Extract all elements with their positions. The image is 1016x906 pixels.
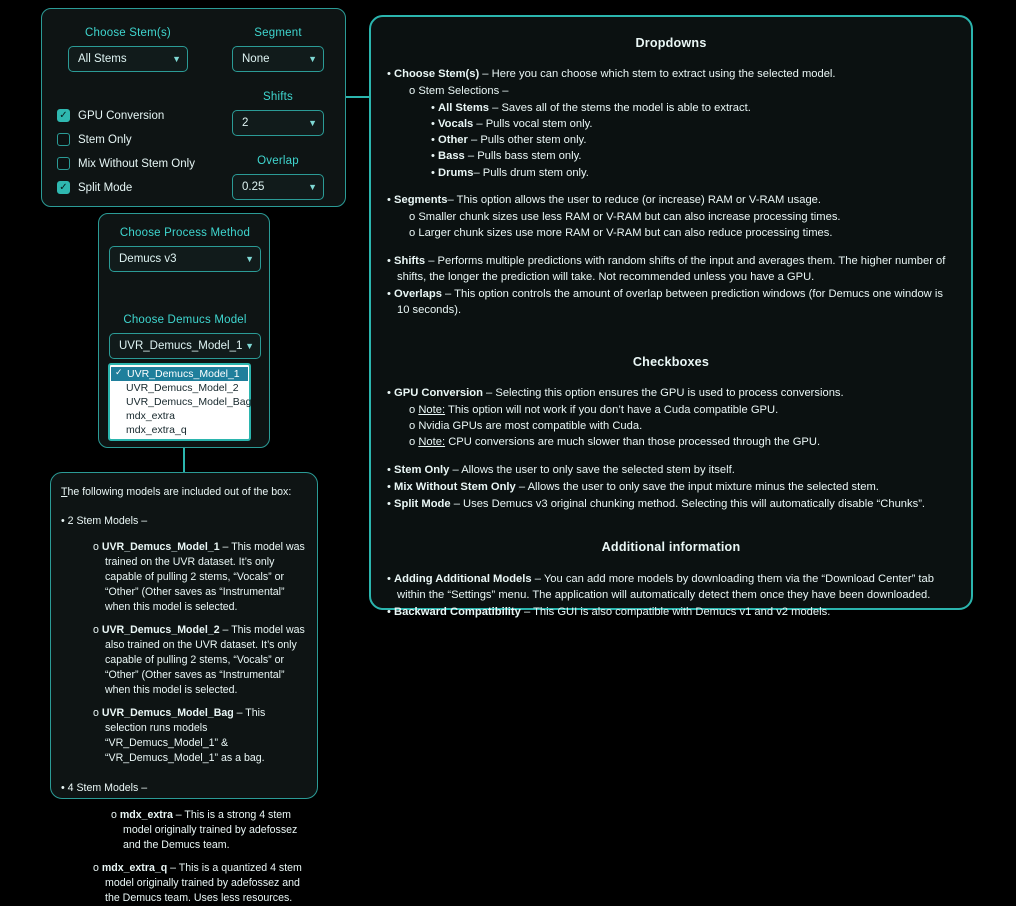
additional-information-heading: Additional information: [601, 540, 741, 555]
process-method-label: Choose Process Method: [119, 227, 251, 239]
demucs-model-dropdown[interactable]: [109, 333, 261, 359]
help-bullet-shifts: • Shifts – Performs multiple predictions with random shifts of the input and averages them. The higher number of shifts, the longer the prediction will take. Not recommended unless you have a GPU.: [387, 254, 946, 283]
process-method-field: [109, 227, 261, 272]
models-panel-title: [61, 485, 307, 500]
help-sub-label: Stem Selections –: [418, 85, 509, 98]
help-bullet-name: Stem Only: [394, 463, 450, 476]
stems-value: All Stems: [78, 53, 127, 65]
help-bullet-name: Segments: [394, 193, 448, 206]
help-bullet-segments: • Segments– This option allows the user to reduce (or increase) RAM or V-RAM usage.: [387, 193, 821, 206]
chevron-down-icon: ▼: [308, 117, 317, 128]
check-icon: ✓: [57, 109, 70, 122]
checkbox-stem-only[interactable]: [57, 133, 227, 146]
help-bullet-text: – This option controls the amount of overlap between prediction windows (for Demucs one window is 10 seconds).: [397, 288, 943, 317]
help-bullet-backward-compatibility: • Backward Compatibility – This GUI is also compatible with Demucs v1 and v2 models.: [387, 606, 831, 619]
help-bullet-name: Mix Without Stem Only: [394, 480, 516, 493]
shifts-label: Shifts: [263, 91, 293, 103]
overlap-field: [232, 155, 324, 200]
help-bullet-overlaps: • Overlaps – This option controls the amount of overlap between prediction windows (for Demucs one window is 10 seconds).: [387, 288, 943, 317]
help-stem-option: • All Stems – Saves all of the stems the model is able to extract.: [431, 101, 751, 114]
model-item: o UVR_Demucs_Model_2 – This model was also trained on the UVR dataset. It’s only capable of pulling 2 stems, “Vocals” or “Other” (Other saves as “Instrumental” when this model is selected.: [93, 624, 305, 697]
help-sub-note: Note:: [418, 404, 446, 417]
help-bullet-stem-only: • Stem Only – Allows the user to only save the selected stem by itself.: [387, 463, 735, 476]
help-sub-text: Nvidia GPUs are most compatible with Cuda.: [418, 420, 643, 433]
help-sub-item: o Larger chunk sizes use more RAM or V-RAM but can also reduce processing times.: [409, 227, 833, 240]
checkbox-label: Split Mode: [78, 181, 133, 194]
model-item-text: – This model was also trained on the UVR dataset. It’s only capable of pulling 2 stems, “Vocals” or “Other” (Other saves as “Instrumental” when this model is selected.: [105, 624, 305, 697]
help-bullet-text: – Selecting this option ensures the GPU is used to process conversions.: [482, 386, 844, 399]
process-method-value: Demucs v3: [119, 253, 177, 265]
stems-label: Choose Stem(s): [85, 27, 171, 39]
help-sub-text: Smaller chunk sizes use less RAM or V-RAM but can also increase processing times.: [418, 211, 841, 224]
help-bullet-text: – Here you can choose which stem to extract using the selected model.: [479, 68, 836, 81]
shifts-value: 2: [242, 117, 249, 129]
checkbox-label: Mix Without Stem Only: [78, 157, 195, 170]
group-2-stem-models: • 2 Stem Models –: [61, 515, 148, 528]
check-icon: [57, 157, 70, 170]
help-bullet-choose-stems: • Choose Stem(s) – Here you can choose which stem to extract using the selected model.: [387, 68, 836, 81]
model-item-name: UVR_Demucs_Model_1: [101, 541, 220, 554]
check-icon: ✓: [57, 181, 70, 194]
checkbox-mix-without-stem-only[interactable]: [57, 157, 227, 170]
model-item-name: mdx_extra: [119, 808, 173, 821]
model-option[interactable]: mdx_extra: [126, 410, 176, 422]
help-bullet-name: Split Mode: [394, 498, 451, 511]
model-item-text: – This is a strong 4 stem model originally trained by adefossez and the Demucs team.: [123, 808, 298, 851]
model-item-name: UVR_Demucs_Model_2: [101, 624, 220, 637]
process-method-dropdown[interactable]: [109, 246, 261, 272]
model-option[interactable]: UVR_Demucs_Model_2: [126, 382, 239, 394]
help-sub-item: o Nvidia GPUs are most compatible with Cuda.: [409, 420, 643, 433]
help-stem-option: • Vocals – Pulls vocal stem only.: [431, 117, 593, 130]
model-item: o UVR_Demucs_Model_1 – This model was trained on the UVR dataset. It’s only capable of pulling 2 stems, “Vocals” or “Other” (Other saves as “Instrumental” when this model is selected.: [93, 541, 305, 614]
check-icon: [57, 133, 70, 146]
help-bullet-text: – Allows the user to only save the selected stem by itself.: [449, 463, 735, 476]
help-bullet-name: Choose Stem(s): [394, 68, 480, 81]
model-option[interactable]: UVR_Demucs_Model_Bag: [126, 396, 252, 408]
chevron-down-icon: ▼: [172, 53, 181, 64]
model-item: o UVR_Demucs_Model_Bag – This selection runs models “VR_Demucs_Model_1” & “VR_Demucs_Model_1” as a bag.: [93, 707, 266, 765]
model-item: o mdx_extra – This is a strong 4 stem model originally trained by adefossez and the Demucs team.: [111, 808, 298, 851]
stems-dropdown[interactable]: [68, 46, 188, 72]
checkbox-label: GPU Conversion: [78, 109, 165, 122]
models-panel-title-first: T: [61, 486, 68, 498]
help-sub-stem-selections: o Stem Selections –: [409, 85, 509, 98]
model-item-name: UVR_Demucs_Model_Bag: [101, 707, 234, 720]
model-item: o mdx_extra_q – This is a quantized 4 stem model originally trained by adefossez and the Demucs team. Uses less resources.: [93, 861, 302, 904]
help-bullet-name: Adding Additional Models: [394, 572, 532, 585]
shifts-dropdown[interactable]: [232, 110, 324, 136]
demucs-model-value: UVR_Demucs_Model_1: [119, 340, 243, 352]
help-stem-option-text: – Saves all of the stems the model is able to extract.: [489, 101, 751, 114]
help-sub-item: o Note: CPU conversions are much slower than those processed through the GPU.: [409, 436, 821, 449]
help-bullet-text: – Allows the user to only save the input mixture minus the selected stem.: [515, 480, 879, 493]
help-bullet-name: Overlaps: [394, 288, 442, 301]
overlap-label: Overlap: [257, 155, 299, 167]
checkbox-label: Stem Only: [78, 133, 132, 146]
help-stem-option-text: – Pulls other stem only.: [467, 134, 587, 147]
help-bullet-name: Shifts: [394, 254, 426, 267]
demucs-model-field: [109, 314, 261, 359]
segment-value: None: [242, 53, 270, 65]
help-stem-option-text: – Pulls vocal stem only.: [473, 117, 593, 130]
chevron-down-icon: ▼: [308, 181, 317, 192]
help-panel: [369, 15, 973, 619]
options-panel: [41, 8, 346, 207]
help-stem-option-name: All Stems: [438, 101, 490, 114]
help-bullet-text: – This option allows the user to reduce (or increase) RAM or V-RAM usage.: [447, 193, 821, 206]
help-bullet-split-mode: • Split Mode – Uses Demucs v3 original chunking method. Selecting this will automatically disable “Chunks”.: [387, 498, 926, 511]
help-stem-option-name: Bass: [438, 150, 465, 163]
help-stem-option-name: Drums: [438, 166, 474, 179]
help-bullet-name: Backward Compatibility: [394, 606, 521, 619]
chevron-down-icon: ▼: [245, 340, 254, 351]
segment-field: [232, 27, 324, 72]
help-bullet-gpu-conversion: • GPU Conversion – Selecting this option ensures the GPU is used to process conversions.: [387, 386, 844, 399]
chevron-down-icon: ▼: [245, 253, 254, 264]
model-option[interactable]: mdx_extra_q: [126, 424, 187, 436]
dropdowns-heading: Dropdowns: [635, 36, 707, 50]
help-stem-option: • Other – Pulls other stem only.: [431, 134, 587, 147]
help-sub-item: o Smaller chunk sizes use less RAM or V-RAM but can also increase processing times.: [409, 211, 841, 224]
chevron-down-icon: ▼: [308, 53, 317, 64]
help-bullet-text: – You can add more models by downloading them via the “Download Center” tab within the “Settings” menu. The application will automatically detect them once they have been downloaded.: [397, 572, 934, 601]
stems-field: [68, 27, 188, 72]
help-bullet-name: GPU Conversion: [394, 386, 483, 399]
demucs-model-label: Choose Demucs Model: [123, 314, 247, 326]
overlap-dropdown[interactable]: [232, 174, 324, 200]
help-stem-option-name: Other: [438, 134, 468, 147]
help-bullet-text: – This GUI is also compatible with Demucs v1 and v2 models.: [520, 606, 831, 619]
help-stem-option: • Bass – Pulls bass stem only.: [431, 150, 582, 163]
model-item-text: – This selection runs models “VR_Demucs_Model_1” & “VR_Demucs_Model_1” as a bag.: [105, 707, 266, 765]
help-sub-item: o Note: This option will not work if you don’t have a Cuda compatible GPU.: [409, 404, 779, 417]
help-stem-option-name: Vocals: [438, 117, 474, 130]
shifts-field: [232, 91, 324, 136]
included-models-panel: [50, 472, 318, 904]
segment-label: Segment: [254, 27, 302, 39]
model-item-text: – This is a quantized 4 stem model originally trained by adefossez and the Demucs team. Uses less resources.: [105, 861, 302, 904]
checkbox-split-mode[interactable]: [57, 181, 227, 194]
help-bullet-text: – Performs multiple predictions with random shifts of the input and averages them. The higher number of shifts, the longer the prediction will take. Not recommended unless you have a GPU.: [397, 254, 946, 283]
help-sub-text: This option will not work if you don’t have a Cuda compatible GPU.: [445, 404, 779, 417]
checkboxes-heading: Checkboxes: [632, 354, 710, 369]
help-sub-text: CPU conversions are much slower than those processed through the GPU.: [445, 436, 821, 449]
checkbox-gpu-conversion[interactable]: [57, 109, 227, 122]
help-stem-option-text: – Pulls drum stem only.: [473, 166, 589, 179]
checkbox-group: [57, 109, 227, 194]
help-sub-note: Note:: [418, 436, 446, 449]
model-item-name: mdx_extra_q: [101, 861, 168, 874]
help-stem-option: • Drums– Pulls drum stem only.: [431, 166, 589, 179]
help-bullet-adding-models: • Adding Additional Models – You can add more models by downloading them via the “Download Center” tab within the “Settings” menu. The application will automatically detect them once they have been downloaded.: [387, 572, 934, 601]
help-bullet-mix-without-stem-only: • Mix Without Stem Only – Allows the user to only save the input mixture minus the selected stem.: [387, 480, 879, 493]
help-sub-text: Larger chunk sizes use more RAM or V-RAM but can also reduce processing times.: [418, 227, 833, 240]
models-panel-title-rest: he following models are included out of the box:: [67, 486, 292, 498]
help-bullet-text: – Uses Demucs v3 original chunking method. Selecting this will automatically disable “Chunks”.: [450, 498, 926, 511]
model-item-text: – This model was trained on the UVR dataset. It’s only capable of pulling 2 stems, “Vocals” or “Other” (Other saves as “Instrumental” when this model is selected.: [105, 541, 305, 614]
model-option[interactable]: ✓ UVR_Demucs_Model_1: [111, 367, 248, 381]
overlap-value: 0.25: [242, 181, 265, 193]
demucs-model-option-list[interactable]: [108, 363, 251, 441]
group-4-stem-models: • 4 Stem Models –: [61, 781, 148, 794]
help-stem-option-text: – Pulls bass stem only.: [464, 150, 582, 163]
connector-options-to-help: [346, 96, 369, 98]
connector-process-to-models: [183, 448, 185, 472]
segment-dropdown[interactable]: [232, 46, 324, 72]
